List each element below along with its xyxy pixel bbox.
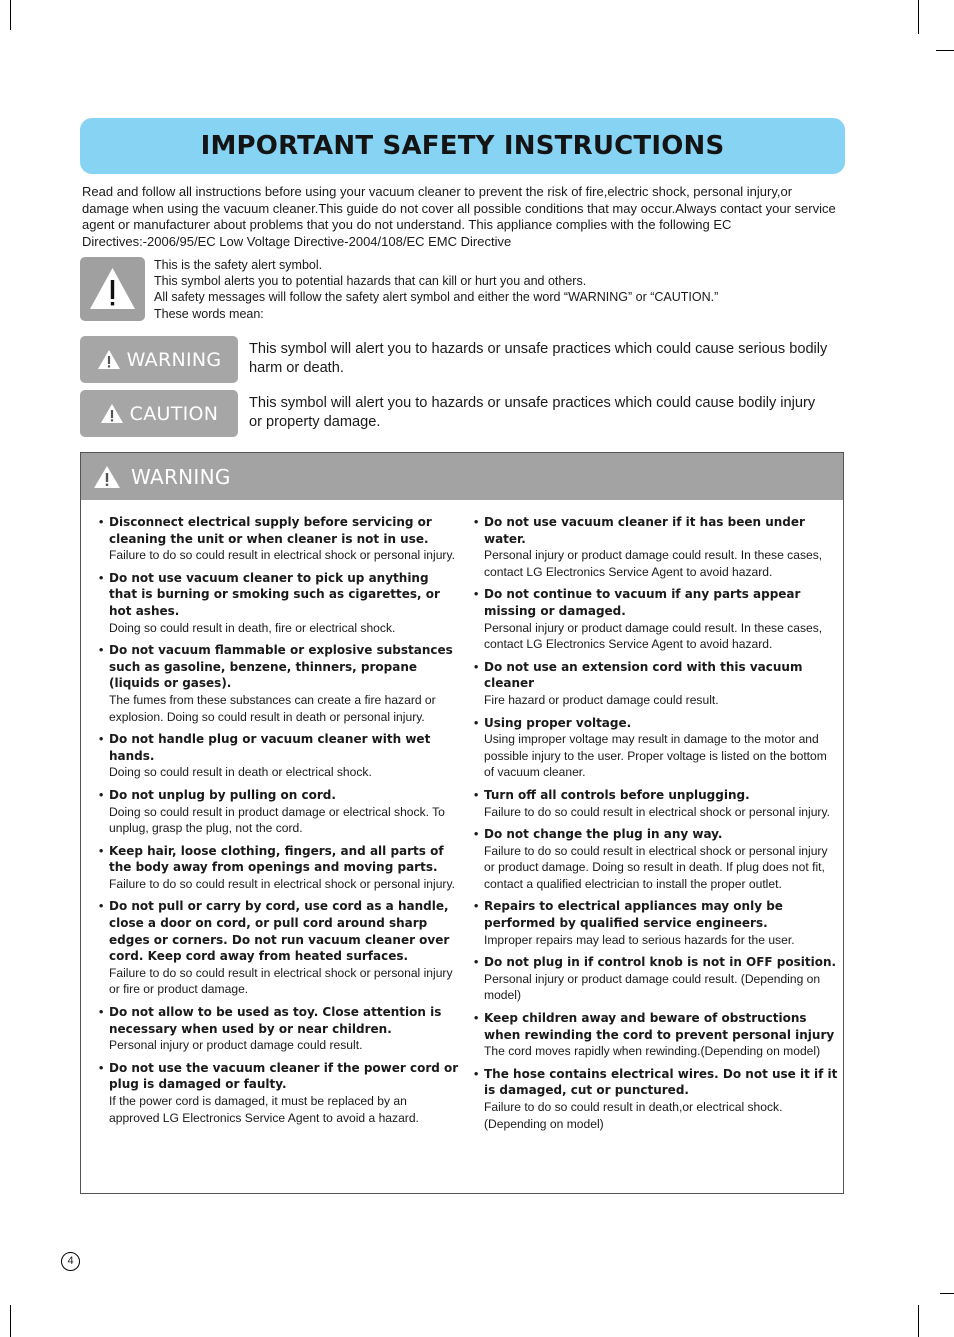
warning-item-body: Using improper voltage may result in damage to the motor and possible injury to the user. Proper voltage is listed on the bottom of vacuum cleaner. [484, 732, 827, 780]
warning-item-heading: Keep children away and beware of obstructions when rewinding the cord to prevent personal injury [484, 1011, 835, 1042]
bullet: • [99, 899, 104, 914]
crop-mark-bottom-right [918, 1305, 919, 1337]
warning-list-right [474, 514, 838, 1138]
warning-item-body: Personal injury or product damage could result. [109, 1038, 363, 1053]
bullet: • [474, 899, 479, 914]
warning-item-body: Failure to do so could result in electrical shock or personal injury or fire or product damage. [109, 965, 453, 997]
bullet: • [99, 1005, 104, 1020]
title-banner [80, 118, 845, 174]
warning-item-heading: Disconnect electrical supply before servicing or cleaning the unit or when cleaner is not in use. [109, 515, 432, 546]
caution-description: This symbol will alert you to hazards or unsafe practices which could cause bodily injury or property damage. [249, 395, 816, 430]
warning-item [474, 514, 838, 580]
warning-item-heading: Do not handle plug or vacuum cleaner with wet hands. [109, 732, 431, 763]
warning-item [99, 514, 459, 564]
warning-item-heading: Do not use an extension cord with this vacuum cleaner [484, 659, 803, 691]
warning-item-heading: Keep hair, loose clothing, fingers, and all parts of the body away from openings and moving parts. [109, 843, 444, 875]
bullet: • [474, 787, 479, 802]
crop-mark-top-left [10, 0, 11, 30]
warning-item-body: Personal injury or product damage could result. (Depending on model) [484, 971, 821, 1003]
page-number: 4 [61, 1252, 80, 1271]
warning-item-body: Failure to do so could result in electrical shock or personal injury. [109, 548, 455, 563]
bullet: • [474, 955, 479, 970]
warning-item-body: Failure to do so could result in electrical shock or personal injury or product damage. Doing so result in death. If plug does not fit, contact a qualified electrician to install the proper outlet. [484, 843, 828, 891]
warning-triangle-icon [97, 349, 121, 370]
warning-item [474, 898, 838, 948]
warning-section-title: WARNING [131, 464, 231, 489]
warning-badge [80, 336, 238, 383]
crop-mark-top-right [918, 0, 919, 34]
warning-item-heading: Do not use vacuum cleaner to pick up anything that is burning or smoking such as cigarettes, or hot ashes. [109, 570, 440, 618]
warning-item-body: The cord moves rapidly when rewinding.(Depending on model) [484, 1044, 821, 1059]
warning-item [474, 715, 838, 781]
bullet: • [474, 1011, 479, 1026]
caution-triangle-icon [100, 403, 124, 424]
warning-item [474, 586, 838, 652]
crop-mark-bottom-left [10, 1305, 11, 1337]
warning-item-body: Failure to do so could result in electrical shock or personal injury. [109, 876, 455, 891]
warning-item [474, 1066, 838, 1132]
warning-item-body: Failure to do so could result in electrical shock or personal injury. [484, 804, 830, 819]
warning-item-body: Improper repairs may lead to serious hazards for the user. [484, 932, 795, 947]
warning-item-body: Personal injury or product damage could result. In these cases, contact LG Electronics Service Agent to avoid hazard. [484, 620, 823, 652]
warning-description: This symbol will alert you to hazards or unsafe practices which could cause serious bodily harm or death. [249, 341, 828, 376]
warning-item-heading: Do not vacuum flammable or explosive substances such as gasoline, benzene, thinners, propane (liquids or gases). [109, 643, 453, 691]
bullet: • [99, 732, 104, 747]
warning-item [99, 1060, 459, 1126]
bullet: • [474, 587, 479, 602]
bullet: • [99, 570, 104, 585]
warning-item-heading: Do not use vacuum cleaner if it has been under water. [484, 515, 805, 546]
warning-item-heading: Do not use the vacuum cleaner if the power cord or plug is damaged or faulty. [109, 1060, 459, 1092]
warning-item [99, 898, 459, 998]
bullet: • [99, 643, 104, 658]
alert-line: These words mean: [154, 306, 264, 321]
warning-item [99, 787, 459, 837]
bullet: • [474, 715, 479, 730]
alert-symbol-description [154, 257, 814, 322]
bullet: • [474, 659, 479, 674]
warning-item-body: Fire hazard or product damage could result. [484, 692, 719, 707]
warning-item-body: Doing so could result in death or electrical shock. [109, 765, 372, 780]
bullet: • [99, 787, 104, 802]
warning-item-heading: Repairs to electrical appliances may only be performed by qualified service engineers. [484, 899, 783, 931]
warning-item-heading: Do not unplug by pulling on cord. [109, 787, 336, 802]
warning-item-body: The fumes from these substances can create a fire hazard or explosion. Doing so could result in death or personal injury. [109, 692, 436, 724]
caution-badge-label: CAUTION [129, 402, 219, 425]
warning-section [80, 452, 844, 1194]
warning-triangle-icon [93, 465, 121, 489]
warning-item-heading: Do not change the plug in any way. [484, 827, 723, 842]
warning-section-header [81, 453, 843, 500]
bullet: • [474, 827, 479, 842]
warning-item-body: If the power cord is damaged, it must be replaced by an approved LG Electronics Service Agent to avoid a hazard. [109, 1094, 419, 1125]
warning-item [474, 1010, 838, 1060]
alert-line: This symbol alerts you to potential hazards that can kill or hurt you and others. [154, 274, 587, 289]
page-title: IMPORTANT SAFETY INSTRUCTIONS [200, 131, 725, 161]
warning-item-body: Failure to do so could result in death,or electrical shock. (Depending on model) [484, 1100, 783, 1131]
caution-badge [80, 390, 238, 437]
warning-item [474, 954, 838, 1004]
warning-item-heading: Do not pull or carry by cord, use cord as a handle, close a door on cord, or pull cord around sharp edges or corners. Do not run vacuum cleaner over cord. Keep cord away from heated surfaces. [109, 899, 450, 964]
alert-line: All safety messages will follow the safety alert symbol and either the word “WARNING” or “CAUTION.” [154, 290, 719, 305]
bullet: • [99, 1060, 104, 1075]
warning-list-left [99, 514, 459, 1132]
warning-item-heading: Using proper voltage. [484, 715, 632, 730]
warning-item-heading: Do not plug in if control knob is not in OFF position. [484, 955, 837, 970]
warning-item-body: Doing so could result in death, fire or electrical shock. [109, 620, 396, 635]
bullet: • [474, 515, 479, 529]
crop-mark-right-upper [936, 50, 954, 51]
alert-line: This is the safety alert symbol. [154, 258, 323, 272]
safety-alert-symbol [80, 257, 145, 321]
warning-item [474, 659, 838, 709]
warning-item [99, 570, 459, 636]
warning-item-heading: Do not continue to vacuum if any parts appear missing or damaged. [484, 587, 801, 618]
bullet: • [99, 515, 104, 529]
warning-item-heading: The hose contains electrical wires. Do not use it if it is damaged, cut or punctured. [484, 1066, 838, 1098]
warning-item [474, 787, 838, 820]
warning-item-body: Doing so could result in product damage or electrical shock. To unplug, grasp the plug, not the cord. [109, 804, 445, 836]
warning-item-heading: Turn off all controls before unplugging. [484, 787, 750, 802]
warning-item [99, 843, 459, 893]
warning-item [99, 642, 459, 725]
intro-paragraph: Read and follow all instructions before using your vacuum cleaner to prevent the risk of fire,electric shock, personal injury,or damage when using the vacuum cleaner.This guide do not cover all possible conditions that may occur.Always contact your service agent or manufacturer about problems that you do not understand. This appliance complies with the following EC Directives:-2006/95/EC Low Voltage Directive-2004/108/EC EMC Directive [82, 184, 836, 249]
bullet: • [474, 1066, 479, 1081]
crop-mark-right-lower [940, 1293, 954, 1294]
warning-item [99, 1004, 459, 1054]
warning-item-body: Personal injury or product damage could result. In these cases, contact LG Electronics Service Agent to avoid hazard. [484, 548, 823, 579]
warning-item [99, 731, 459, 781]
warning-item-heading: Do not allow to be used as toy. Close attention is necessary when used by or near children. [109, 1005, 442, 1036]
warning-badge-label: WARNING [126, 348, 222, 371]
bullet: • [99, 843, 104, 858]
exclamation-triangle-icon [80, 257, 145, 321]
warning-item [474, 826, 838, 892]
